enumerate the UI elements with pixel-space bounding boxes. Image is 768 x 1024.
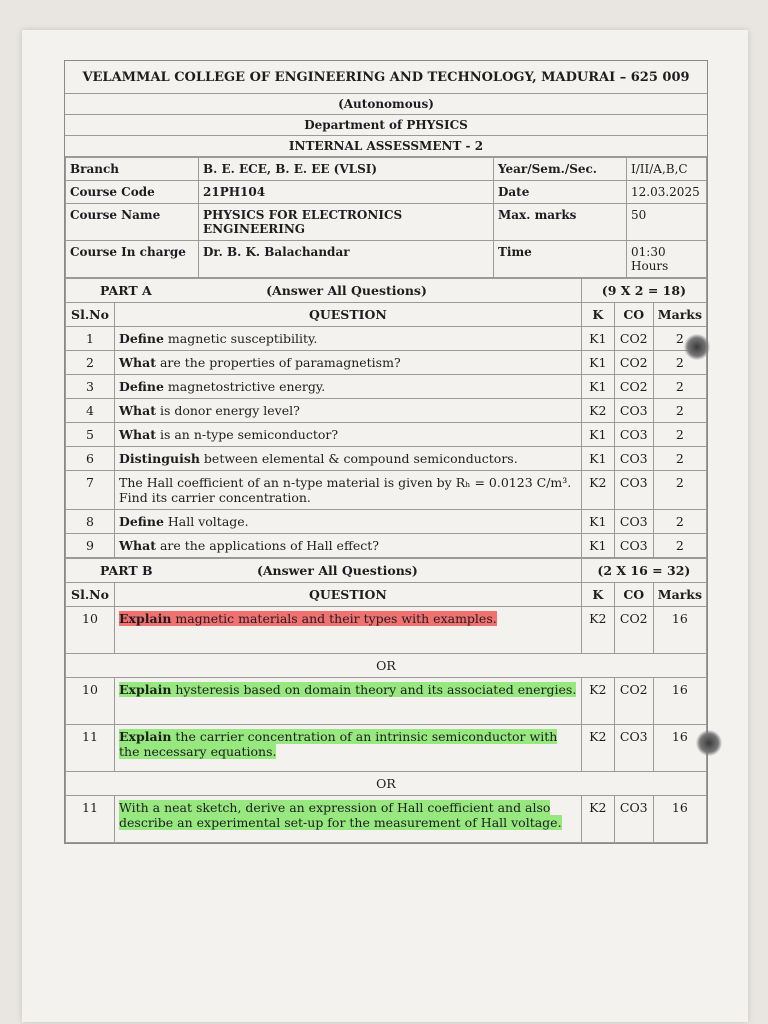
question-number: 1 <box>66 327 115 351</box>
question-marks: 2 <box>653 351 706 375</box>
knowledge-level: K1 <box>581 327 614 351</box>
or-row <box>66 654 707 678</box>
or-label: OR <box>66 772 707 796</box>
question-text <box>115 607 582 654</box>
question-keyword: Explain <box>119 611 172 626</box>
question-keyword: Define <box>119 379 164 394</box>
part-a-table <box>65 278 707 558</box>
max-marks-value: 50 <box>627 204 707 241</box>
question-text <box>115 423 582 447</box>
question-keyword: Explain <box>119 682 172 697</box>
question-body: Hall voltage. <box>163 514 249 529</box>
question-marks: 16 <box>653 725 706 772</box>
question-number: 10 <box>66 678 115 725</box>
question-keyword: What <box>119 403 156 418</box>
question-number: 11 <box>66 725 115 772</box>
col-co: CO <box>614 303 653 327</box>
course-outcome: CO3 <box>614 725 653 772</box>
col-k: K <box>581 303 614 327</box>
question-row <box>66 327 707 351</box>
or-row <box>66 772 707 796</box>
question-text <box>115 327 582 351</box>
course-outcome: CO2 <box>614 351 653 375</box>
part-a-header <box>66 279 582 303</box>
incharge-value: Dr. B. K. Balachandar <box>199 241 494 278</box>
course-outcome: CO3 <box>614 534 653 558</box>
course-outcome: CO3 <box>614 399 653 423</box>
question-body: magnetic susceptibility. <box>163 331 318 346</box>
time-value: 01:30 Hours <box>627 241 707 278</box>
question-marks: 2 <box>653 399 706 423</box>
course-outcome: CO2 <box>614 375 653 399</box>
knowledge-level: K1 <box>581 375 614 399</box>
course-outcome: CO2 <box>614 327 653 351</box>
question-marks: 16 <box>653 607 706 654</box>
question-marks: 2 <box>653 327 706 351</box>
question-body: are the properties of paramagnetism? <box>156 355 401 370</box>
ink-blot <box>684 334 710 360</box>
question-text <box>115 796 582 843</box>
question-row <box>66 725 707 772</box>
knowledge-level: K2 <box>581 678 614 725</box>
question-row <box>66 471 707 510</box>
question-body: magnetostrictive energy. <box>163 379 326 394</box>
question-row <box>66 607 707 654</box>
exam-info-table <box>65 157 707 278</box>
part-a-title: PART A <box>100 283 152 298</box>
part-b-header <box>66 559 582 583</box>
col-slno: Sl.No <box>66 583 115 607</box>
question-marks: 2 <box>653 510 706 534</box>
course-code-label: Course Code <box>66 181 199 204</box>
knowledge-level: K1 <box>581 510 614 534</box>
question-keyword: Define <box>119 514 164 529</box>
autonomous-line: (Autonomous) <box>65 94 707 115</box>
question-number: 10 <box>66 607 115 654</box>
question-paper <box>64 60 708 844</box>
knowledge-level: K1 <box>581 423 614 447</box>
question-keyword: What <box>119 538 156 553</box>
question-marks: 2 <box>653 471 706 510</box>
part-b-marks: (2 X 16 = 32) <box>581 559 706 583</box>
question-text <box>115 678 582 725</box>
question-body: is an n-type semiconductor? <box>156 427 339 442</box>
question-marks: 16 <box>653 678 706 725</box>
department-line: Department of PHYSICS <box>65 115 707 136</box>
question-row <box>66 399 707 423</box>
question-marks: 2 <box>653 375 706 399</box>
question-marks: 2 <box>653 534 706 558</box>
col-marks: Marks <box>653 303 706 327</box>
question-number: 4 <box>66 399 115 423</box>
question-text <box>115 399 582 423</box>
date-label: Date <box>494 181 627 204</box>
course-outcome: CO3 <box>614 447 653 471</box>
question-text <box>115 510 582 534</box>
question-number: 11 <box>66 796 115 843</box>
question-row <box>66 678 707 725</box>
question-row <box>66 510 707 534</box>
question-body: is donor energy level? <box>156 403 300 418</box>
question-text <box>115 375 582 399</box>
question-keyword: Define <box>119 331 164 346</box>
or-label: OR <box>66 654 707 678</box>
incharge-label: Course In charge <box>66 241 199 278</box>
question-row <box>66 423 707 447</box>
question-body: are the applications of Hall effect? <box>156 538 379 553</box>
question-text <box>115 471 582 510</box>
question-keyword: What <box>119 427 156 442</box>
question-marks: 2 <box>653 447 706 471</box>
course-outcome: CO3 <box>614 510 653 534</box>
date-value: 12.03.2025 <box>627 181 707 204</box>
question-body: The Hall coefficient of an n-type material is given by Rₕ = 0.0123 C/m³. Find its carrier concentration. <box>119 475 572 505</box>
knowledge-level: K1 <box>581 351 614 375</box>
knowledge-level: K2 <box>581 399 614 423</box>
part-b-instruction: (Answer All Questions) <box>256 563 418 578</box>
exam-title: INTERNAL ASSESSMENT - 2 <box>65 136 707 157</box>
max-marks-label: Max. marks <box>494 204 627 241</box>
knowledge-level: K1 <box>581 447 614 471</box>
question-number: 2 <box>66 351 115 375</box>
col-marks: Marks <box>653 583 706 607</box>
question-row <box>66 375 707 399</box>
course-outcome: CO3 <box>614 423 653 447</box>
course-outcome: CO3 <box>614 796 653 843</box>
time-label: Time <box>494 241 627 278</box>
question-row <box>66 796 707 843</box>
college-name: VELAMMAL COLLEGE OF ENGINEERING AND TECHNOLOGY, MADURAI – 625 009 <box>65 61 707 94</box>
question-row <box>66 351 707 375</box>
question-number: 9 <box>66 534 115 558</box>
question-row <box>66 534 707 558</box>
question-body: hysteresis based on domain theory and its associated energies. <box>171 682 577 697</box>
question-keyword: Explain <box>119 729 172 744</box>
knowledge-level: K2 <box>581 725 614 772</box>
question-number: 3 <box>66 375 115 399</box>
col-slno: Sl.No <box>66 303 115 327</box>
part-a-instruction: (Answer All Questions) <box>266 283 427 298</box>
question-text <box>115 447 582 471</box>
course-name-label: Course Name <box>66 204 199 241</box>
question-number: 8 <box>66 510 115 534</box>
col-question: QUESTION <box>115 303 582 327</box>
course-outcome: CO3 <box>614 471 653 510</box>
knowledge-level: K2 <box>581 471 614 510</box>
question-number: 5 <box>66 423 115 447</box>
question-keyword: Distinguish <box>119 451 200 466</box>
col-co: CO <box>614 583 653 607</box>
question-body: between elemental & compound semiconductors. <box>199 451 518 466</box>
question-text <box>115 534 582 558</box>
knowledge-level: K2 <box>581 796 614 843</box>
branch-value: B. E. ECE, B. E. EE (VLSI) <box>199 158 494 181</box>
part-a-marks: (9 X 2 = 18) <box>581 279 706 303</box>
knowledge-level: K1 <box>581 534 614 558</box>
year-value: I/II/A,B,C <box>627 158 707 181</box>
course-outcome: CO2 <box>614 607 653 654</box>
question-number: 7 <box>66 471 115 510</box>
question-row <box>66 447 707 471</box>
course-code-value: 21PH104 <box>199 181 494 204</box>
course-name-value: PHYSICS FOR ELECTRONICS ENGINEERING <box>199 204 494 241</box>
year-label: Year/Sem./Sec. <box>494 158 627 181</box>
col-question: QUESTION <box>115 583 582 607</box>
question-body: the carrier concentration of an intrinsic semiconductor with the necessary equations. <box>119 729 558 759</box>
question-marks: 2 <box>653 423 706 447</box>
question-marks: 16 <box>653 796 706 843</box>
part-b-title: PART B <box>100 563 153 578</box>
knowledge-level: K2 <box>581 607 614 654</box>
course-outcome: CO2 <box>614 678 653 725</box>
question-body: magnetic materials and their types with examples. <box>171 611 497 626</box>
question-text <box>115 725 582 772</box>
question-keyword: What <box>119 355 156 370</box>
branch-label: Branch <box>66 158 199 181</box>
col-k: K <box>581 583 614 607</box>
question-body: With a neat sketch, derive an expression of Hall coefficient and also describe an experimental set-up for the measurement of Hall voltage. <box>119 800 562 830</box>
ink-blot <box>696 730 722 756</box>
question-text <box>115 351 582 375</box>
question-number: 6 <box>66 447 115 471</box>
part-b-table <box>65 558 707 843</box>
